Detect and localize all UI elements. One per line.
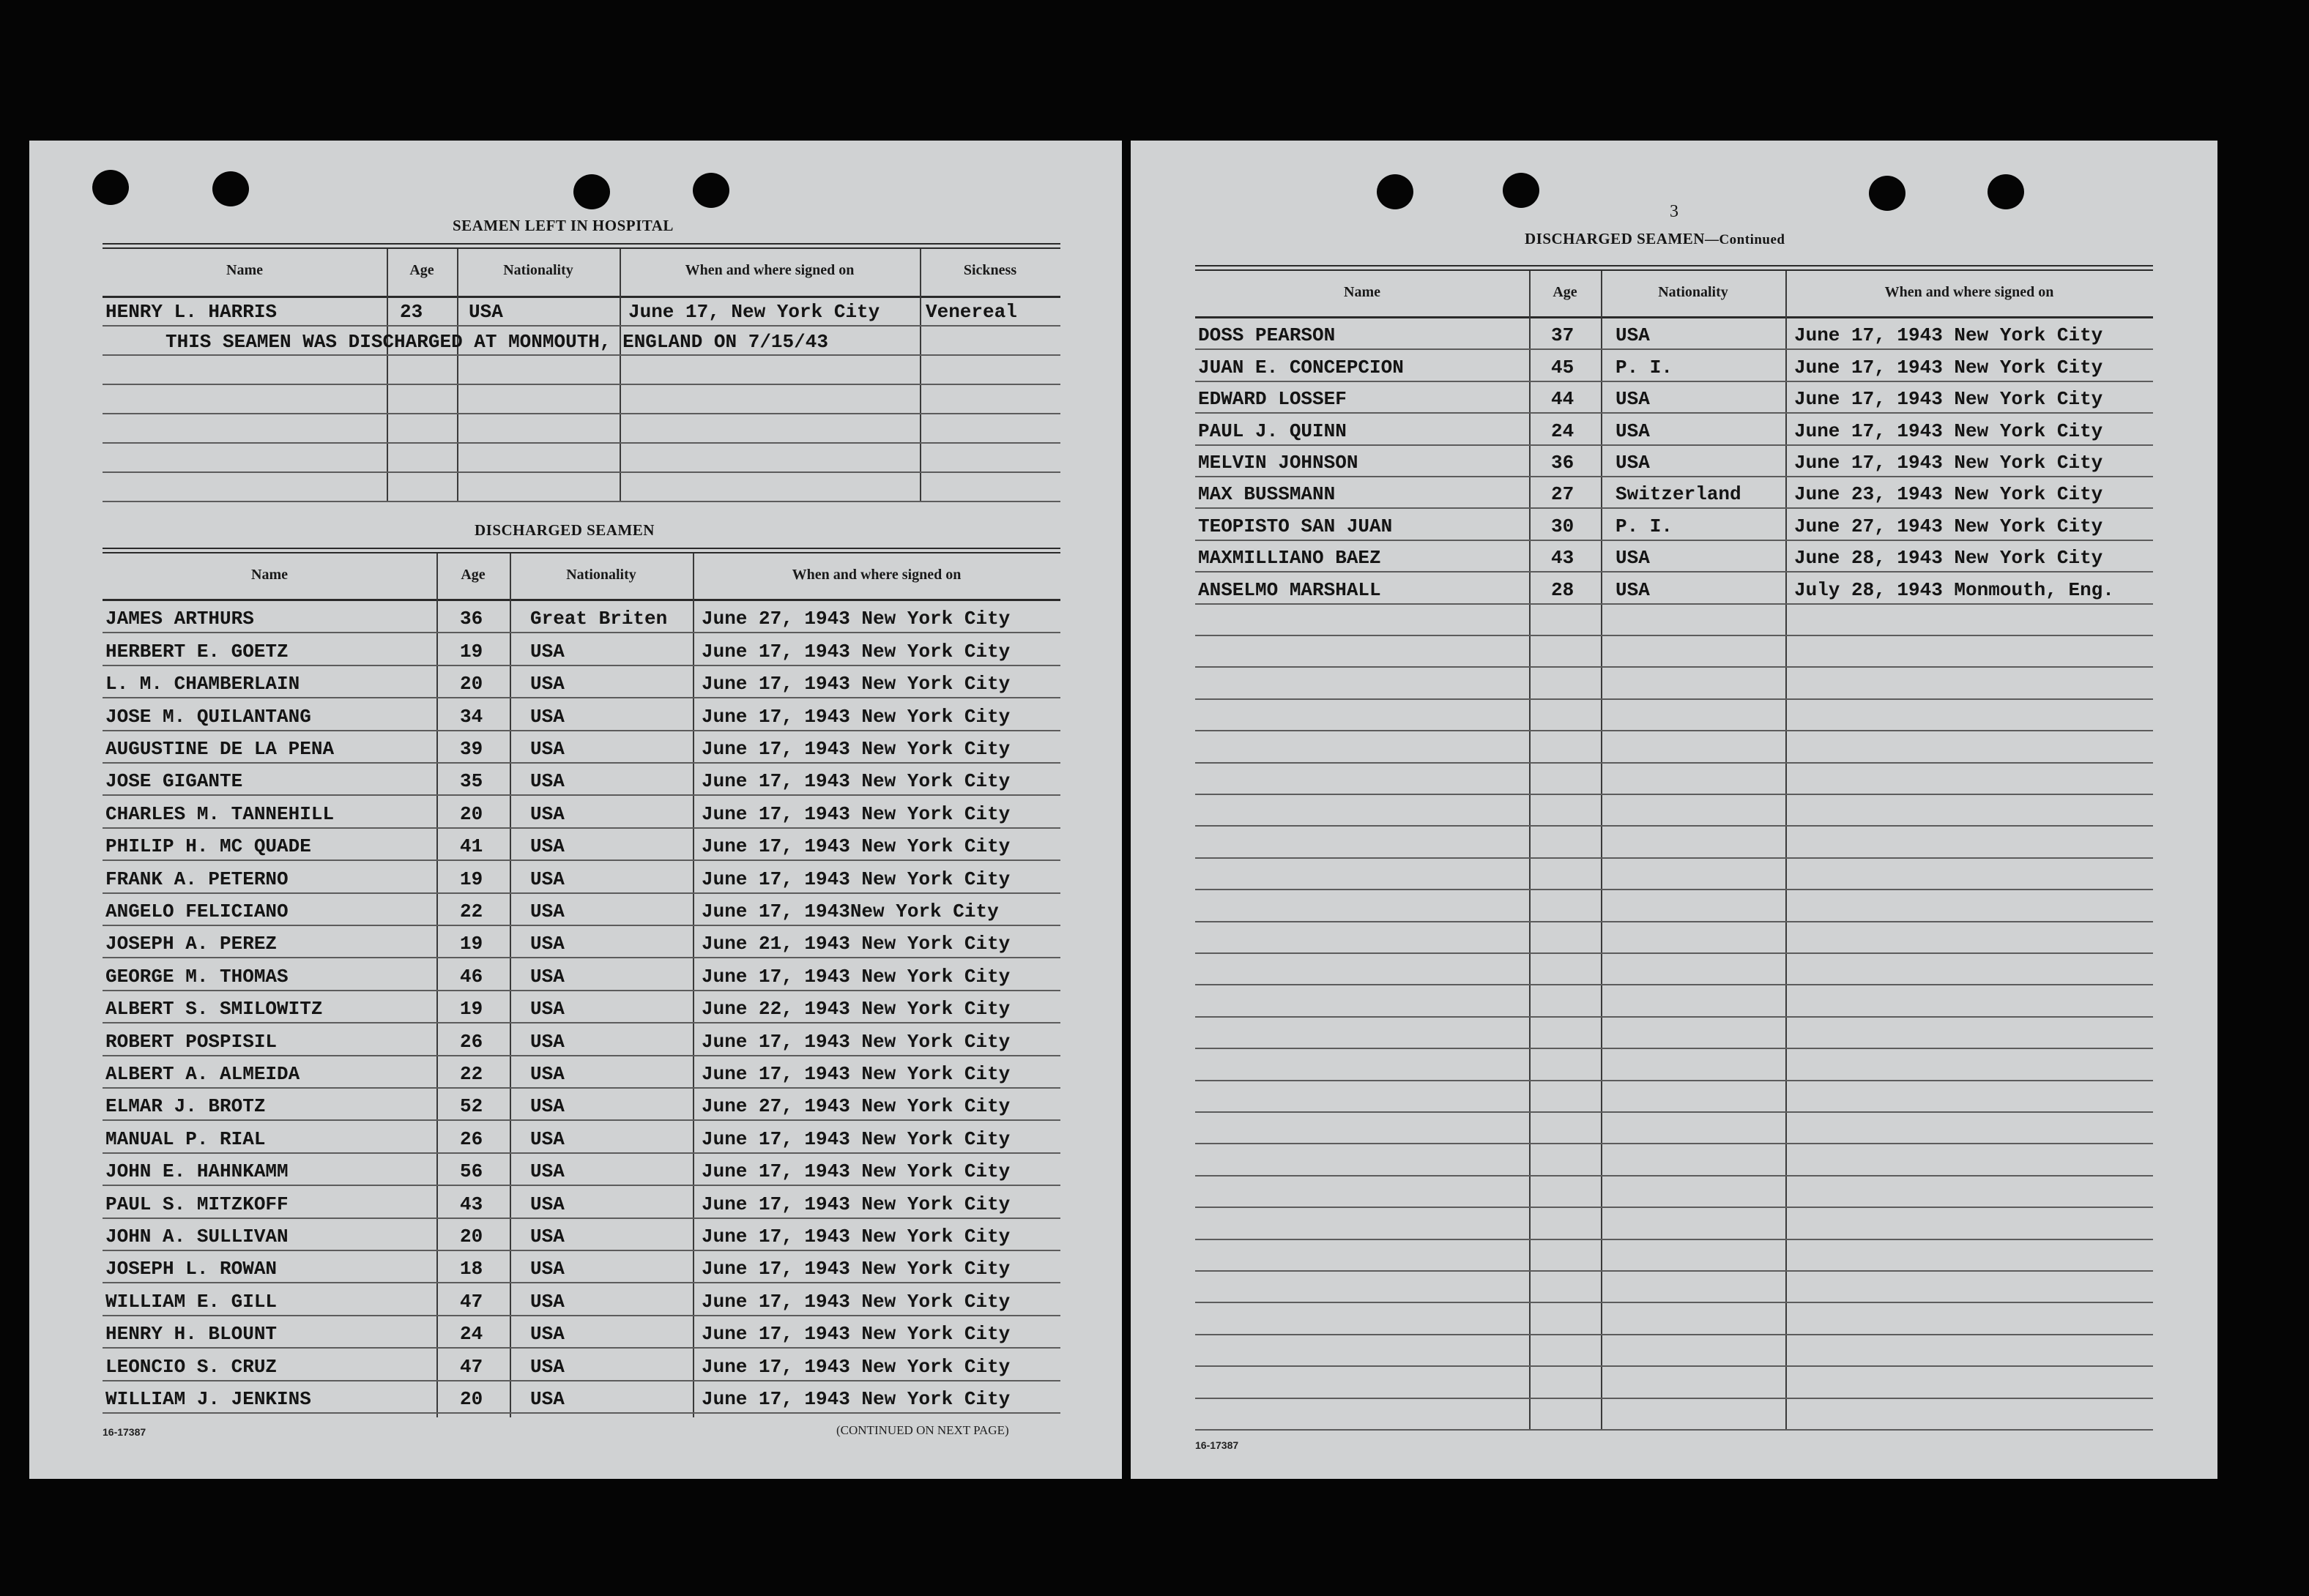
seaman-nationality: USA <box>530 965 565 988</box>
column-header-nationality: Nationality <box>1658 284 1728 300</box>
punch-hole <box>573 174 610 209</box>
seaman-age: 23 <box>400 301 423 323</box>
seaman-name: FRANK A. PETERNO <box>105 868 289 890</box>
table-row <box>1195 1018 2153 1049</box>
seaman-nationality: USA <box>530 1160 565 1183</box>
seaman-name: PHILIP H. MC QUADE <box>105 835 311 858</box>
table-row <box>103 327 1060 356</box>
form-number: 16-17387 <box>103 1426 146 1438</box>
column-header-sickness: Sickness <box>963 262 1017 278</box>
seaman-age: 26 <box>460 1030 483 1053</box>
seaman-nationality: USA <box>1615 419 1650 442</box>
seaman-age: 35 <box>460 770 483 793</box>
hospital-section-title: SEAMEN LEFT IN HOSPITAL <box>453 217 674 234</box>
seaman-signed-on: June 27, 1943 New York City <box>702 1095 1011 1118</box>
seaman-age: 39 <box>460 737 483 760</box>
seaman-nationality: USA <box>530 1387 565 1410</box>
table-row <box>103 1251 1060 1283</box>
seaman-nationality: USA <box>530 673 565 696</box>
seaman-nationality: USA <box>530 1193 565 1215</box>
table-row <box>1195 1272 2153 1303</box>
seaman-signed-on: June 17, 1943 New York City <box>702 673 1011 696</box>
seaman-name: JOHN A. SULLIVAN <box>105 1225 289 1248</box>
table-row <box>1195 985 2153 1017</box>
column-header-name: Name <box>1344 284 1380 300</box>
seaman-nationality: USA <box>1615 547 1650 570</box>
table-row <box>1195 1303 2153 1335</box>
table-row <box>103 796 1060 828</box>
table-row <box>1195 605 2153 636</box>
table-row <box>103 1121 1060 1153</box>
column-header-age: Age <box>1553 284 1577 300</box>
seaman-age: 44 <box>1551 388 1574 411</box>
seaman-age: 36 <box>460 608 483 630</box>
table-row <box>1195 1177 2153 1208</box>
seaman-signed-on: June 17, 1943 New York City <box>702 1387 1011 1410</box>
column-header-age: Age <box>461 567 486 583</box>
column-header-name: Name <box>251 567 288 583</box>
table-row <box>1195 954 2153 985</box>
column-header-signed-on: When and where signed on <box>792 567 962 583</box>
seaman-name: MANUAL P. RIAL <box>105 1127 266 1150</box>
seaman-age: 28 <box>1551 578 1574 601</box>
seaman-age: 36 <box>1551 451 1574 474</box>
table-row <box>103 764 1060 796</box>
table-row <box>1195 668 2153 699</box>
seaman-signed-on: June 27, 1943 New York City <box>702 608 1011 630</box>
table-row <box>1195 1335 2153 1367</box>
seaman-age: 34 <box>460 705 483 728</box>
seaman-nationality: USA <box>530 1030 565 1053</box>
table-row <box>1195 1081 2153 1113</box>
seaman-name: DOSS PEARSON <box>1198 324 1336 347</box>
seaman-signed-on: June 21, 1943 New York City <box>702 933 1011 955</box>
seaman-signed-on: June 17, 1943 New York City <box>1794 388 2103 411</box>
seaman-age: 20 <box>460 802 483 825</box>
table-row <box>1195 1144 2153 1176</box>
seaman-age: 19 <box>460 868 483 890</box>
table-row <box>103 473 1060 502</box>
seaman-nationality: USA <box>530 640 565 663</box>
column-header-signed-on: When and where signed on <box>1884 284 2054 300</box>
seaman-age: 19 <box>460 933 483 955</box>
seaman-name: MAXMILLIANO BAEZ <box>1198 547 1381 570</box>
table-row <box>103 894 1060 926</box>
table-row <box>1195 1208 2153 1239</box>
seaman-signed-on: June 17, 1943 New York City <box>702 1030 1011 1053</box>
seaman-nationality: Switzerland <box>1615 483 1741 506</box>
table-row <box>103 633 1060 665</box>
seaman-nationality: USA <box>530 1323 565 1346</box>
discharge-note: THIS SEAMEN WAS DISCHARGED AT MONMOUTH, ENGLAND ON 7/15/43 <box>166 331 828 353</box>
seaman-age: 52 <box>460 1095 483 1118</box>
seaman-signed-on: June 17, 1943 New York City <box>702 1225 1011 1248</box>
seaman-nationality: USA <box>530 737 565 760</box>
seaman-signed-on: June 17, 1943 New York City <box>1794 324 2103 347</box>
seaman-name: ANSELMO MARSHALL <box>1198 578 1381 601</box>
seaman-nationality: USA <box>530 900 565 922</box>
seaman-name: PAUL J. QUINN <box>1198 419 1347 442</box>
seaman-name: JOSE M. QUILANTANG <box>105 705 311 728</box>
seaman-nationality: USA <box>1615 324 1650 347</box>
page-number: 3 <box>1670 202 1678 221</box>
table-row <box>103 1283 1060 1316</box>
seaman-signed-on: June 17, 1943 New York City <box>702 868 1011 890</box>
column-header-signed-on: When and where signed on <box>685 262 855 278</box>
seaman-nationality: USA <box>469 301 503 323</box>
seaman-signed-on: June 17, 1943 New York City <box>702 705 1011 728</box>
seaman-signed-on: June 17, 1943 New York City <box>702 1193 1011 1215</box>
seaman-age: 27 <box>1551 483 1574 506</box>
seaman-signed-on: June 17, 1943New York City <box>702 900 999 922</box>
seaman-nationality: P. I. <box>1615 515 1673 537</box>
seaman-signed-on: July 28, 1943 Monmouth, Eng. <box>1794 578 2114 601</box>
punch-hole <box>1869 176 1905 211</box>
table-row <box>1195 541 2153 573</box>
seaman-signed-on: June 17, 1943 New York City <box>702 1160 1011 1183</box>
column-header-nationality: Nationality <box>503 262 573 278</box>
seaman-signed-on: June 22, 1943 New York City <box>702 998 1011 1021</box>
discharged-table <box>103 548 1060 1419</box>
seaman-signed-on: June 17, 1943 New York City <box>702 770 1011 793</box>
table-row <box>1195 922 2153 954</box>
table-row <box>1195 636 2153 668</box>
seaman-nationality: USA <box>530 1258 565 1280</box>
table-row <box>103 731 1060 764</box>
seaman-signed-on: June 17, 1943 New York City <box>702 1290 1011 1313</box>
seaman-age: 37 <box>1551 324 1574 347</box>
table-row <box>1195 509 2153 540</box>
table-row <box>1195 477 2153 509</box>
seaman-name: TEOPISTO SAN JUAN <box>1198 515 1393 537</box>
seaman-signed-on: June 17, 1943 New York City <box>702 1258 1011 1280</box>
table-row <box>103 1186 1060 1218</box>
table-row <box>1195 700 2153 731</box>
seaman-age: 20 <box>460 1387 483 1410</box>
seaman-name: CHARLES M. TANNEHILL <box>105 802 335 825</box>
table-row <box>1195 1240 2153 1272</box>
table-row <box>1195 318 2153 350</box>
seaman-signed-on: June 28, 1943 New York City <box>1794 547 2103 570</box>
seaman-name: PAUL S. MITZKOFF <box>105 1193 289 1215</box>
seaman-name: MELVIN JOHNSON <box>1198 451 1358 474</box>
seaman-signed-on: June 17, 1943 New York City <box>702 835 1011 858</box>
seaman-name: JAMES ARTHURS <box>105 608 254 630</box>
seaman-nationality: USA <box>530 1290 565 1313</box>
seaman-age: 43 <box>460 1193 483 1215</box>
seaman-nationality: USA <box>530 802 565 825</box>
table-row <box>1195 795 2153 827</box>
seaman-name: ANGELO FELICIANO <box>105 900 289 922</box>
table-row <box>1195 1049 2153 1081</box>
seaman-signed-on: June 17, 1943 New York City <box>702 965 1011 988</box>
seaman-name: ALBERT A. ALMEIDA <box>105 1062 300 1085</box>
seaman-age: 19 <box>460 640 483 663</box>
seaman-age: 22 <box>460 1062 483 1085</box>
seaman-nationality: USA <box>530 1355 565 1378</box>
table-row <box>103 356 1060 385</box>
seaman-signed-on: June 17, 1943 New York City <box>702 640 1011 663</box>
table-row <box>103 1316 1060 1349</box>
seaman-name: L. M. CHAMBERLAIN <box>105 673 300 696</box>
seaman-name: HENRY L. HARRIS <box>105 301 278 323</box>
seaman-nationality: USA <box>530 868 565 890</box>
seaman-name: WILLIAM J. JENKINS <box>105 1387 311 1410</box>
seaman-age: 41 <box>460 835 483 858</box>
seaman-age: 18 <box>460 1258 483 1280</box>
table-row <box>103 1349 1060 1381</box>
seaman-signed-on: June 17, 1943 New York City <box>702 737 1011 760</box>
table-row <box>1195 414 2153 445</box>
seaman-signed-on: June 23, 1943 New York City <box>1794 483 2103 506</box>
form-number: 16-17387 <box>1195 1439 1239 1451</box>
seaman-signed-on: June 27, 1943 New York City <box>1794 515 2103 537</box>
table-row <box>103 1023 1060 1056</box>
seaman-nationality: USA <box>530 1062 565 1085</box>
punch-hole <box>693 173 729 208</box>
seaman-name: LEONCIO S. CRUZ <box>105 1355 278 1378</box>
seaman-name: MAX BUSSMANN <box>1198 483 1336 506</box>
table-row <box>1195 1399 2153 1431</box>
table-row <box>103 991 1060 1023</box>
seaman-signed-on: June 17, 1943 New York City <box>1794 419 2103 442</box>
seaman-name: ALBERT S. SMILOWITZ <box>105 998 323 1021</box>
discharged-continued-title <box>1525 230 1785 248</box>
table-row <box>103 414 1060 444</box>
seaman-nationality: Great Briten <box>530 608 668 630</box>
seaman-age: 56 <box>460 1160 483 1183</box>
seaman-nationality: USA <box>530 1225 565 1248</box>
seaman-signed-on: June 17, New York City <box>628 301 880 323</box>
seaman-name: HENRY H. BLOUNT <box>105 1323 278 1346</box>
seaman-name: ROBERT POSPISIL <box>105 1030 278 1053</box>
table-row <box>103 698 1060 731</box>
column-header-name: Name <box>226 262 263 278</box>
table-row <box>1195 859 2153 890</box>
column-header-age: Age <box>409 262 434 278</box>
punch-hole <box>1503 173 1539 208</box>
seaman-age: 47 <box>460 1355 483 1378</box>
seaman-signed-on: June 17, 1943 New York City <box>702 802 1011 825</box>
seaman-nationality: USA <box>530 998 565 1021</box>
table-row <box>1195 1367 2153 1398</box>
table-row <box>1195 446 2153 477</box>
table-row <box>103 1089 1060 1121</box>
seaman-name: GEORGE M. THOMAS <box>105 965 289 988</box>
seaman-nationality: USA <box>530 1127 565 1150</box>
seaman-signed-on: June 17, 1943 New York City <box>1794 451 2103 474</box>
seaman-age: 19 <box>460 998 483 1021</box>
seaman-signed-on: June 17, 1943 New York City <box>702 1062 1011 1085</box>
seaman-name: HERBERT E. GOETZ <box>105 640 289 663</box>
seaman-age: 45 <box>1551 356 1574 379</box>
table-row <box>103 666 1060 698</box>
punch-hole <box>1988 174 2024 209</box>
seaman-age: 20 <box>460 1225 483 1248</box>
punch-hole <box>92 170 129 205</box>
table-row <box>1195 1113 2153 1144</box>
discharged-continued-table <box>1195 265 2153 1432</box>
punch-hole <box>212 171 249 206</box>
seaman-age: 46 <box>460 965 483 988</box>
seaman-age: 26 <box>460 1127 483 1150</box>
seaman-age: 43 <box>1551 547 1574 570</box>
seaman-sickness: Venereal <box>926 301 1017 323</box>
seaman-nationality: USA <box>530 835 565 858</box>
table-row <box>103 385 1060 414</box>
seaman-age: 20 <box>460 673 483 696</box>
punch-hole <box>1377 174 1413 209</box>
table-row <box>1195 573 2153 604</box>
column-header-nationality: Nationality <box>566 567 636 583</box>
seaman-name: EDWARD LOSSEF <box>1198 388 1347 411</box>
seaman-nationality: USA <box>530 933 565 955</box>
seaman-name: JUAN E. CONCEPCION <box>1198 356 1404 379</box>
seaman-nationality: USA <box>530 770 565 793</box>
seaman-nationality: P. I. <box>1615 356 1673 379</box>
seaman-name: AUGUSTINE DE LA PENA <box>105 737 335 760</box>
table-row <box>1195 827 2153 858</box>
table-row <box>103 1154 1060 1186</box>
seaman-name: WILLIAM E. GILL <box>105 1290 278 1313</box>
hospital-table <box>103 243 1060 504</box>
table-row <box>103 444 1060 473</box>
seaman-signed-on: June 17, 1943 New York City <box>702 1323 1011 1346</box>
table-row <box>103 958 1060 991</box>
seaman-name: JOSE GIGANTE <box>105 770 243 793</box>
right-page <box>1131 141 2217 1479</box>
seaman-name: ELMAR J. BROTZ <box>105 1095 266 1118</box>
table-row <box>103 1381 1060 1414</box>
seaman-nationality: USA <box>1615 388 1650 411</box>
seaman-age: 30 <box>1551 515 1574 537</box>
table-row <box>103 926 1060 958</box>
table-row <box>1195 731 2153 763</box>
table-row <box>103 829 1060 861</box>
seaman-name: JOSEPH A. PEREZ <box>105 933 278 955</box>
table-row <box>103 1056 1060 1089</box>
seaman-nationality: USA <box>1615 578 1650 601</box>
seaman-signed-on: June 17, 1943 New York City <box>702 1127 1011 1150</box>
seaman-age: 24 <box>1551 419 1574 442</box>
table-row <box>103 1219 1060 1251</box>
seaman-name: JOSEPH L. ROWAN <box>105 1258 278 1280</box>
seaman-nationality: USA <box>1615 451 1650 474</box>
seaman-age: 24 <box>460 1323 483 1346</box>
left-page <box>29 141 1122 1479</box>
seaman-nationality: USA <box>530 705 565 728</box>
table-row <box>103 299 1060 327</box>
table-row <box>1195 764 2153 795</box>
table-row <box>1195 890 2153 922</box>
seaman-signed-on: June 17, 1943 New York City <box>1794 356 2103 379</box>
seaman-signed-on: June 17, 1943 New York City <box>702 1355 1011 1378</box>
seaman-nationality: USA <box>530 1095 565 1118</box>
continued-note: (CONTINUED ON NEXT PAGE) <box>836 1423 1009 1437</box>
seaman-age: 22 <box>460 900 483 922</box>
table-row <box>1195 350 2153 381</box>
table-row <box>1195 382 2153 414</box>
title-suffix: —Continued <box>1704 232 1785 247</box>
seaman-name: JOHN E. HAHNKAMM <box>105 1160 289 1183</box>
seaman-age: 47 <box>460 1290 483 1313</box>
title-main: DISCHARGED SEAMEN <box>1525 230 1705 247</box>
table-row <box>103 601 1060 633</box>
table-row <box>103 861 1060 893</box>
discharged-section-title: DISCHARGED SEAMEN <box>475 521 655 539</box>
